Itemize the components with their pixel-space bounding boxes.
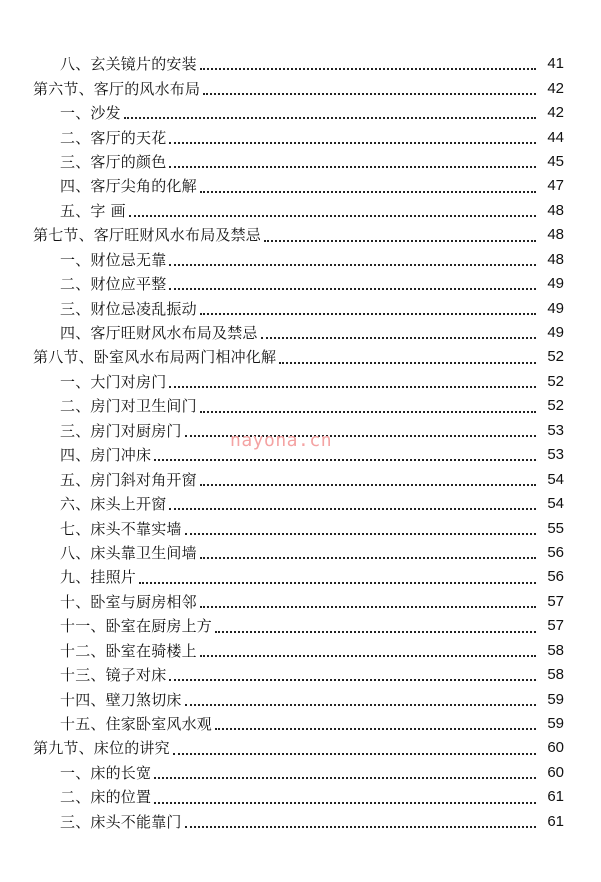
dot-leader — [169, 288, 536, 290]
toc-subsection-entry — [0, 712, 601, 736]
toc-page-number: 60 — [547, 763, 564, 781]
dot-leader — [200, 313, 536, 315]
toc-page-number: 56 — [547, 543, 564, 561]
toc-entry-label: 三、房门对厨房门 — [60, 421, 182, 440]
toc-page-number: 49 — [547, 275, 564, 293]
toc-page-number: 53 — [547, 421, 564, 439]
toc-subsection-entry — [0, 101, 601, 125]
toc-subsection-entry — [0, 492, 601, 516]
dot-leader — [200, 557, 536, 559]
toc-page-number: 47 — [547, 177, 564, 195]
toc-subsection-entry — [0, 663, 601, 687]
toc-entry-label: 十、卧室与厨房相邻 — [60, 592, 197, 611]
toc-subsection-entry — [0, 321, 601, 345]
dot-leader — [279, 362, 536, 364]
toc-subsection-entry — [0, 761, 601, 785]
toc-page-number: 42 — [547, 104, 564, 122]
toc-entry-label: 三、客厅的颜色 — [60, 152, 167, 171]
dot-leader — [169, 264, 536, 266]
toc-page-number: 57 — [547, 592, 564, 610]
toc-page-number: 41 — [547, 55, 564, 73]
dot-leader — [173, 753, 536, 755]
toc-subsection-entry — [0, 614, 601, 638]
toc-page-number: 48 — [547, 201, 564, 219]
dot-leader — [215, 631, 536, 633]
dot-leader — [200, 655, 536, 657]
dot-leader — [264, 240, 536, 242]
toc-page-number: 61 — [547, 788, 564, 806]
toc-subsection-entry — [0, 296, 601, 320]
dot-leader — [200, 411, 536, 413]
toc-entry-label: 七、床头不靠实墙 — [60, 519, 182, 538]
toc-entry-label: 一、大门对房门 — [60, 372, 167, 391]
toc-page-number: 59 — [547, 690, 564, 708]
toc-entry-label: 八、玄关镜片的安装 — [60, 55, 197, 74]
toc-section-entry — [0, 736, 601, 760]
toc-page-number: 53 — [547, 446, 564, 464]
dot-leader — [200, 68, 536, 70]
toc-section-entry — [0, 76, 601, 100]
dot-leader — [169, 508, 536, 510]
dot-leader — [129, 215, 536, 217]
toc-page-number: 56 — [547, 568, 564, 586]
toc-page-number: 44 — [547, 128, 564, 146]
toc-entry-label: 十三、镜子对床 — [60, 666, 167, 685]
toc-subsection-entry — [0, 150, 601, 174]
toc-page-number: 48 — [547, 226, 564, 244]
dot-leader — [154, 802, 536, 804]
toc-page-number: 58 — [547, 666, 564, 684]
dot-leader — [215, 728, 536, 730]
toc-entry-label: 四、客厅尖角的化解 — [60, 177, 197, 196]
dot-leader — [200, 191, 536, 193]
toc-entry-label: 二、房门对卫生间门 — [60, 397, 197, 416]
toc-page-number: 61 — [547, 812, 564, 830]
toc-subsection-entry — [0, 565, 601, 589]
toc-page-number: 52 — [547, 397, 564, 415]
toc-entry-label: 一、财位忌无靠 — [60, 250, 167, 269]
toc-section-entry — [0, 223, 601, 247]
toc-entry-label: 二、客厅的天花 — [60, 128, 167, 147]
dot-leader — [169, 679, 536, 681]
toc-entry-label: 二、财位应平整 — [60, 275, 167, 294]
toc-entry-label: 二、床的位置 — [60, 788, 152, 807]
toc-entry-label: 三、床头不能靠门 — [60, 812, 182, 831]
toc-page-number: 49 — [547, 324, 564, 342]
toc-page-number: 60 — [547, 739, 564, 757]
dot-leader — [169, 166, 536, 168]
toc-page-number: 58 — [547, 641, 564, 659]
toc-entry-label: 十一、卧室在厨房上方 — [60, 617, 213, 636]
dot-leader — [154, 459, 536, 461]
toc-subsection-entry — [0, 394, 601, 418]
toc-entry-label: 五、字 画 — [60, 201, 126, 220]
toc-page-number: 57 — [547, 617, 564, 635]
dot-leader — [185, 826, 536, 828]
toc-subsection-entry — [0, 248, 601, 272]
toc-entry-label: 八、床头靠卫生间墙 — [60, 543, 197, 562]
toc-subsection-entry — [0, 590, 601, 614]
toc-entry-label: 一、床的长宽 — [60, 763, 152, 782]
toc-subsection-entry — [0, 516, 601, 540]
dot-leader — [154, 777, 536, 779]
dot-leader — [169, 386, 536, 388]
toc-entry-label: 第六节、客厅的风水布局 — [33, 79, 201, 98]
dot-leader — [200, 484, 536, 486]
toc-subsection-entry — [0, 687, 601, 711]
dot-leader — [139, 582, 536, 584]
toc-subsection-entry — [0, 272, 601, 296]
toc-entry-label: 第七节、客厅旺财风水布局及禁忌 — [33, 226, 262, 245]
watermark: nayona.cn — [230, 430, 333, 451]
dot-leader — [169, 142, 536, 144]
dot-leader — [261, 337, 536, 339]
toc-entry-label: 一、沙发 — [60, 104, 121, 123]
toc-page-number: 49 — [547, 299, 564, 317]
toc-entry-label: 六、床头上开窗 — [60, 495, 167, 514]
toc-page-number: 45 — [547, 152, 564, 170]
toc-page-number: 54 — [547, 470, 564, 488]
dot-leader — [185, 704, 536, 706]
dot-leader — [203, 93, 536, 95]
toc-entry-label: 第九节、床位的讲究 — [33, 739, 170, 758]
toc-subsection-entry — [0, 541, 601, 565]
toc-page-number: 48 — [547, 250, 564, 268]
dot-leader — [200, 606, 536, 608]
toc-page-number: 54 — [547, 495, 564, 513]
toc-page-number: 52 — [547, 348, 564, 366]
toc-entry-label: 十五、住家卧室风水观 — [60, 715, 213, 734]
toc-subsection-entry — [0, 810, 601, 834]
toc-entry-label: 三、财位忌凌乱振动 — [60, 299, 197, 318]
toc-subsection-entry — [0, 174, 601, 198]
dot-leader — [185, 533, 536, 535]
toc-page-number: 52 — [547, 372, 564, 390]
toc-entry-label: 五、房门斜对角开窗 — [60, 470, 197, 489]
toc-subsection-entry — [0, 370, 601, 394]
toc-entry-label: 第八节、卧室风水布局两门相冲化解 — [33, 348, 277, 367]
toc-section-entry — [0, 345, 601, 369]
toc-subsection-entry — [0, 125, 601, 149]
toc-entry-label: 九、挂照片 — [60, 568, 137, 587]
dot-leader — [124, 117, 536, 119]
toc-page-number: 42 — [547, 79, 564, 97]
toc-entry-label: 四、客厅旺财风水布局及禁忌 — [60, 324, 258, 343]
toc-page-number: 55 — [547, 519, 564, 537]
toc-subsection-entry — [0, 52, 601, 76]
toc-subsection-entry — [0, 467, 601, 491]
toc-page-number: 59 — [547, 715, 564, 733]
toc-entry-label: 四、房门冲床 — [60, 446, 152, 465]
toc-entry-label: 十二、卧室在骑楼上 — [60, 641, 197, 660]
toc-entry-label: 十四、壁刀煞切床 — [60, 690, 182, 709]
toc-subsection-entry — [0, 785, 601, 809]
toc-subsection-entry — [0, 199, 601, 223]
toc-subsection-entry — [0, 639, 601, 663]
